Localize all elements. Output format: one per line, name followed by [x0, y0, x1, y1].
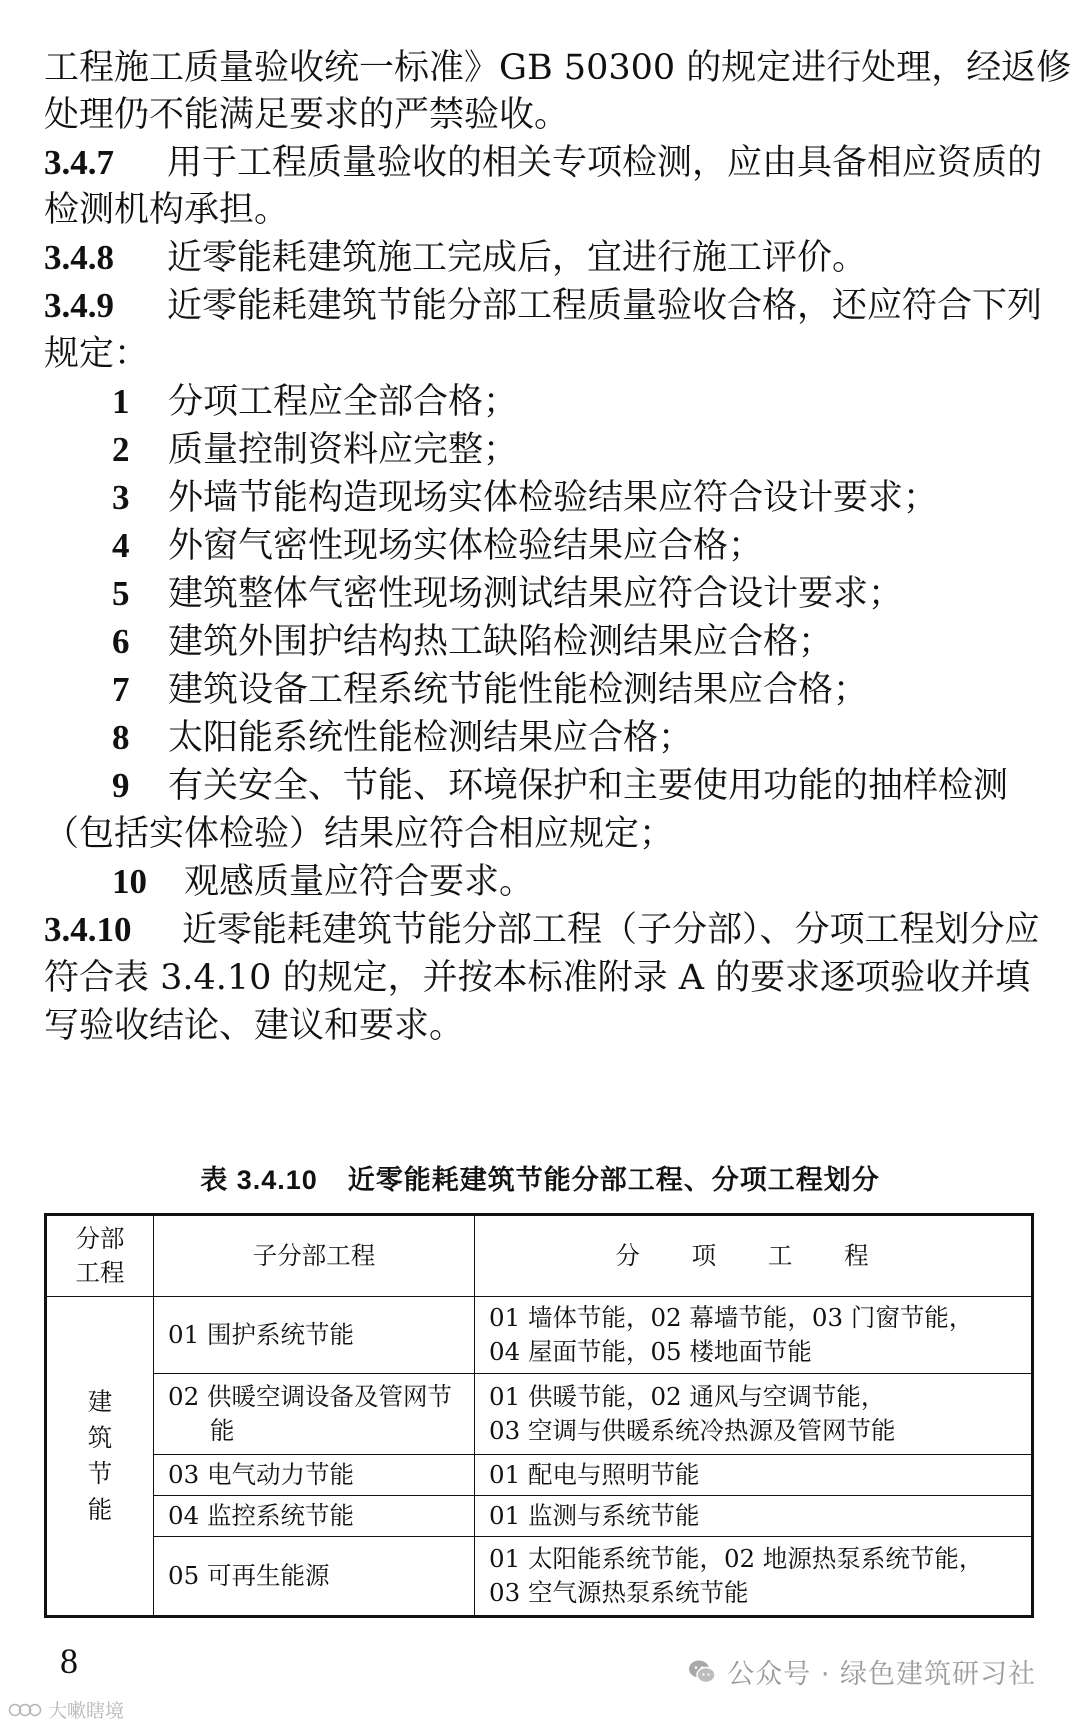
item-number: 2: [112, 430, 130, 469]
item-number: 4: [112, 526, 130, 565]
subitems-cell: 01 墙体节能，02 幕墙节能，03 门窗节能， 04 屋面节能，05 楼地面节能: [475, 1297, 1033, 1374]
item-text: 观感质量应符合要求。: [184, 862, 535, 902]
table-caption-text: 近零能耗建筑节能分部工程、分项工程划分: [347, 1165, 880, 1196]
table-row: [46, 1536, 1033, 1616]
item-text: 质量控制资料应完整；: [168, 430, 519, 470]
item-text: 有关安全、节能、环境保护和主要使用功能的抽样检测: [168, 766, 1009, 806]
list-item: [112, 666, 1080, 714]
header-division: 分部 工程: [46, 1215, 154, 1297]
header-subdivision: 子分部工程: [154, 1215, 475, 1297]
item-number: 9: [112, 766, 130, 805]
list-item: [112, 378, 1080, 426]
clause-number: 3.4.9: [44, 286, 114, 325]
page-number: 8: [60, 1641, 78, 1681]
subdivision-cell: 02 供暖空调设备及管网节能: [154, 1374, 475, 1454]
table-row: [46, 1297, 1033, 1374]
list-item: [112, 618, 1080, 666]
item-number: 8: [112, 718, 130, 757]
clause-3-4-10-cont2: 写验收结论、建议和要求。: [44, 1006, 465, 1046]
table-header-row: [46, 1215, 1033, 1297]
list-item: [112, 714, 1080, 762]
subdivision-cell: 01 围护系统节能: [154, 1297, 475, 1374]
item-number: 1: [112, 382, 130, 421]
watermark: [687, 1652, 1036, 1691]
clause-3-4-9-cont: 规定：: [44, 334, 150, 374]
clause-text: 用于工程质量验收的相关专项检测，应由具备相应资质的: [167, 143, 1043, 183]
table-row: [46, 1454, 1033, 1495]
wechat-icon: [687, 1657, 717, 1687]
clause-3-4-7-cont: 检测机构承担。: [44, 190, 290, 230]
watermark-secondary: [8, 1696, 124, 1723]
table-row: [46, 1495, 1033, 1536]
list-item: [112, 474, 1080, 522]
item-text: 外墙节能构造现场实体检验结果应符合设计要求；: [168, 478, 939, 518]
item-text: 建筑外围护结构热工缺陷检测结果应合格；: [168, 622, 834, 662]
clause-3-4-8: [44, 234, 1034, 282]
continued-text-line-2: 处理仍不能满足要求的严禁验收。: [44, 95, 570, 135]
subitems-cell: 01 监测与系统节能: [475, 1495, 1033, 1536]
clause-3-4-7: [44, 139, 1043, 187]
list-item: [112, 762, 1080, 810]
clause-number: 3.4.7: [44, 143, 114, 182]
clause-text: 近零能耗建筑施工完成后，宜进行施工评价。: [167, 238, 868, 278]
clause-number: 3.4.10: [44, 910, 132, 949]
item-number: 7: [112, 670, 130, 709]
subitems-cell: 01 供暖节能，02 通风与空调节能， 03 空调与供暖系统冷热源及管网节能: [475, 1374, 1033, 1454]
clause-3-4-10: [44, 906, 1040, 954]
item-text: 建筑整体气密性现场测试结果应符合设计要求；: [168, 574, 904, 614]
subdivision-cell: 04 监控系统节能: [154, 1495, 475, 1536]
item-text: 太阳能系统性能检测结果应合格；: [168, 718, 694, 758]
division-cell: 建 筑 节 能: [46, 1297, 154, 1617]
division-table: [44, 1213, 1034, 1618]
item-number: 10: [112, 862, 147, 901]
list-item-cont: （包括实体检验）结果应符合相应规定；: [44, 814, 675, 854]
table-row: [46, 1374, 1033, 1454]
weibo-icon: [8, 1701, 44, 1719]
item-number: 3: [112, 478, 130, 517]
list-item: [112, 858, 1080, 906]
clause-3-4-9: [44, 282, 1043, 330]
subdivision-cell: 03 电气动力节能: [154, 1454, 475, 1495]
item-number: 6: [112, 622, 130, 661]
header-subitems: 分 项 工 程: [475, 1215, 1033, 1297]
subdivision-cell: 05 可再生能源: [154, 1536, 475, 1616]
table-caption-number: 表 3.4.10: [200, 1165, 318, 1195]
item-text: 建筑设备工程系统节能性能检测结果应合格；: [168, 670, 869, 710]
item-number: 5: [112, 574, 130, 613]
watermark-text: 公众号 · 绿色建筑研习社: [727, 1659, 1036, 1690]
subitems-cell: 01 太阳能系统节能，02 地源热泵系统节能， 03 空气源热泵系统节能: [475, 1536, 1033, 1616]
clause-number: 3.4.8: [44, 238, 114, 277]
continued-text-line-1: 工程施工质量验收统一标准》GB 50300 的规定进行处理，经返修: [44, 48, 1072, 88]
clause-text: 近零能耗建筑节能分部工程（子分部）、分项工程划分应: [182, 910, 1040, 950]
clause-3-4-10-cont: 符合表 3.4.10 的规定，并按本标准附录 A 的要求逐项验收并填: [44, 958, 1031, 998]
list-item: [112, 570, 1080, 618]
list-item: [112, 426, 1080, 474]
subitems-cell: 01 配电与照明节能: [475, 1454, 1033, 1495]
watermark-secondary-text: 大嗽瞎境: [48, 1700, 125, 1722]
table-caption: [0, 1160, 1080, 1201]
item-text: 分项工程应全部合格；: [168, 382, 519, 422]
list-item: [112, 522, 1080, 570]
clause-text: 近零能耗建筑节能分部工程质量验收合格，还应符合下列: [167, 286, 1043, 326]
item-text: 外窗气密性现场实体检验结果应合格；: [168, 526, 764, 566]
